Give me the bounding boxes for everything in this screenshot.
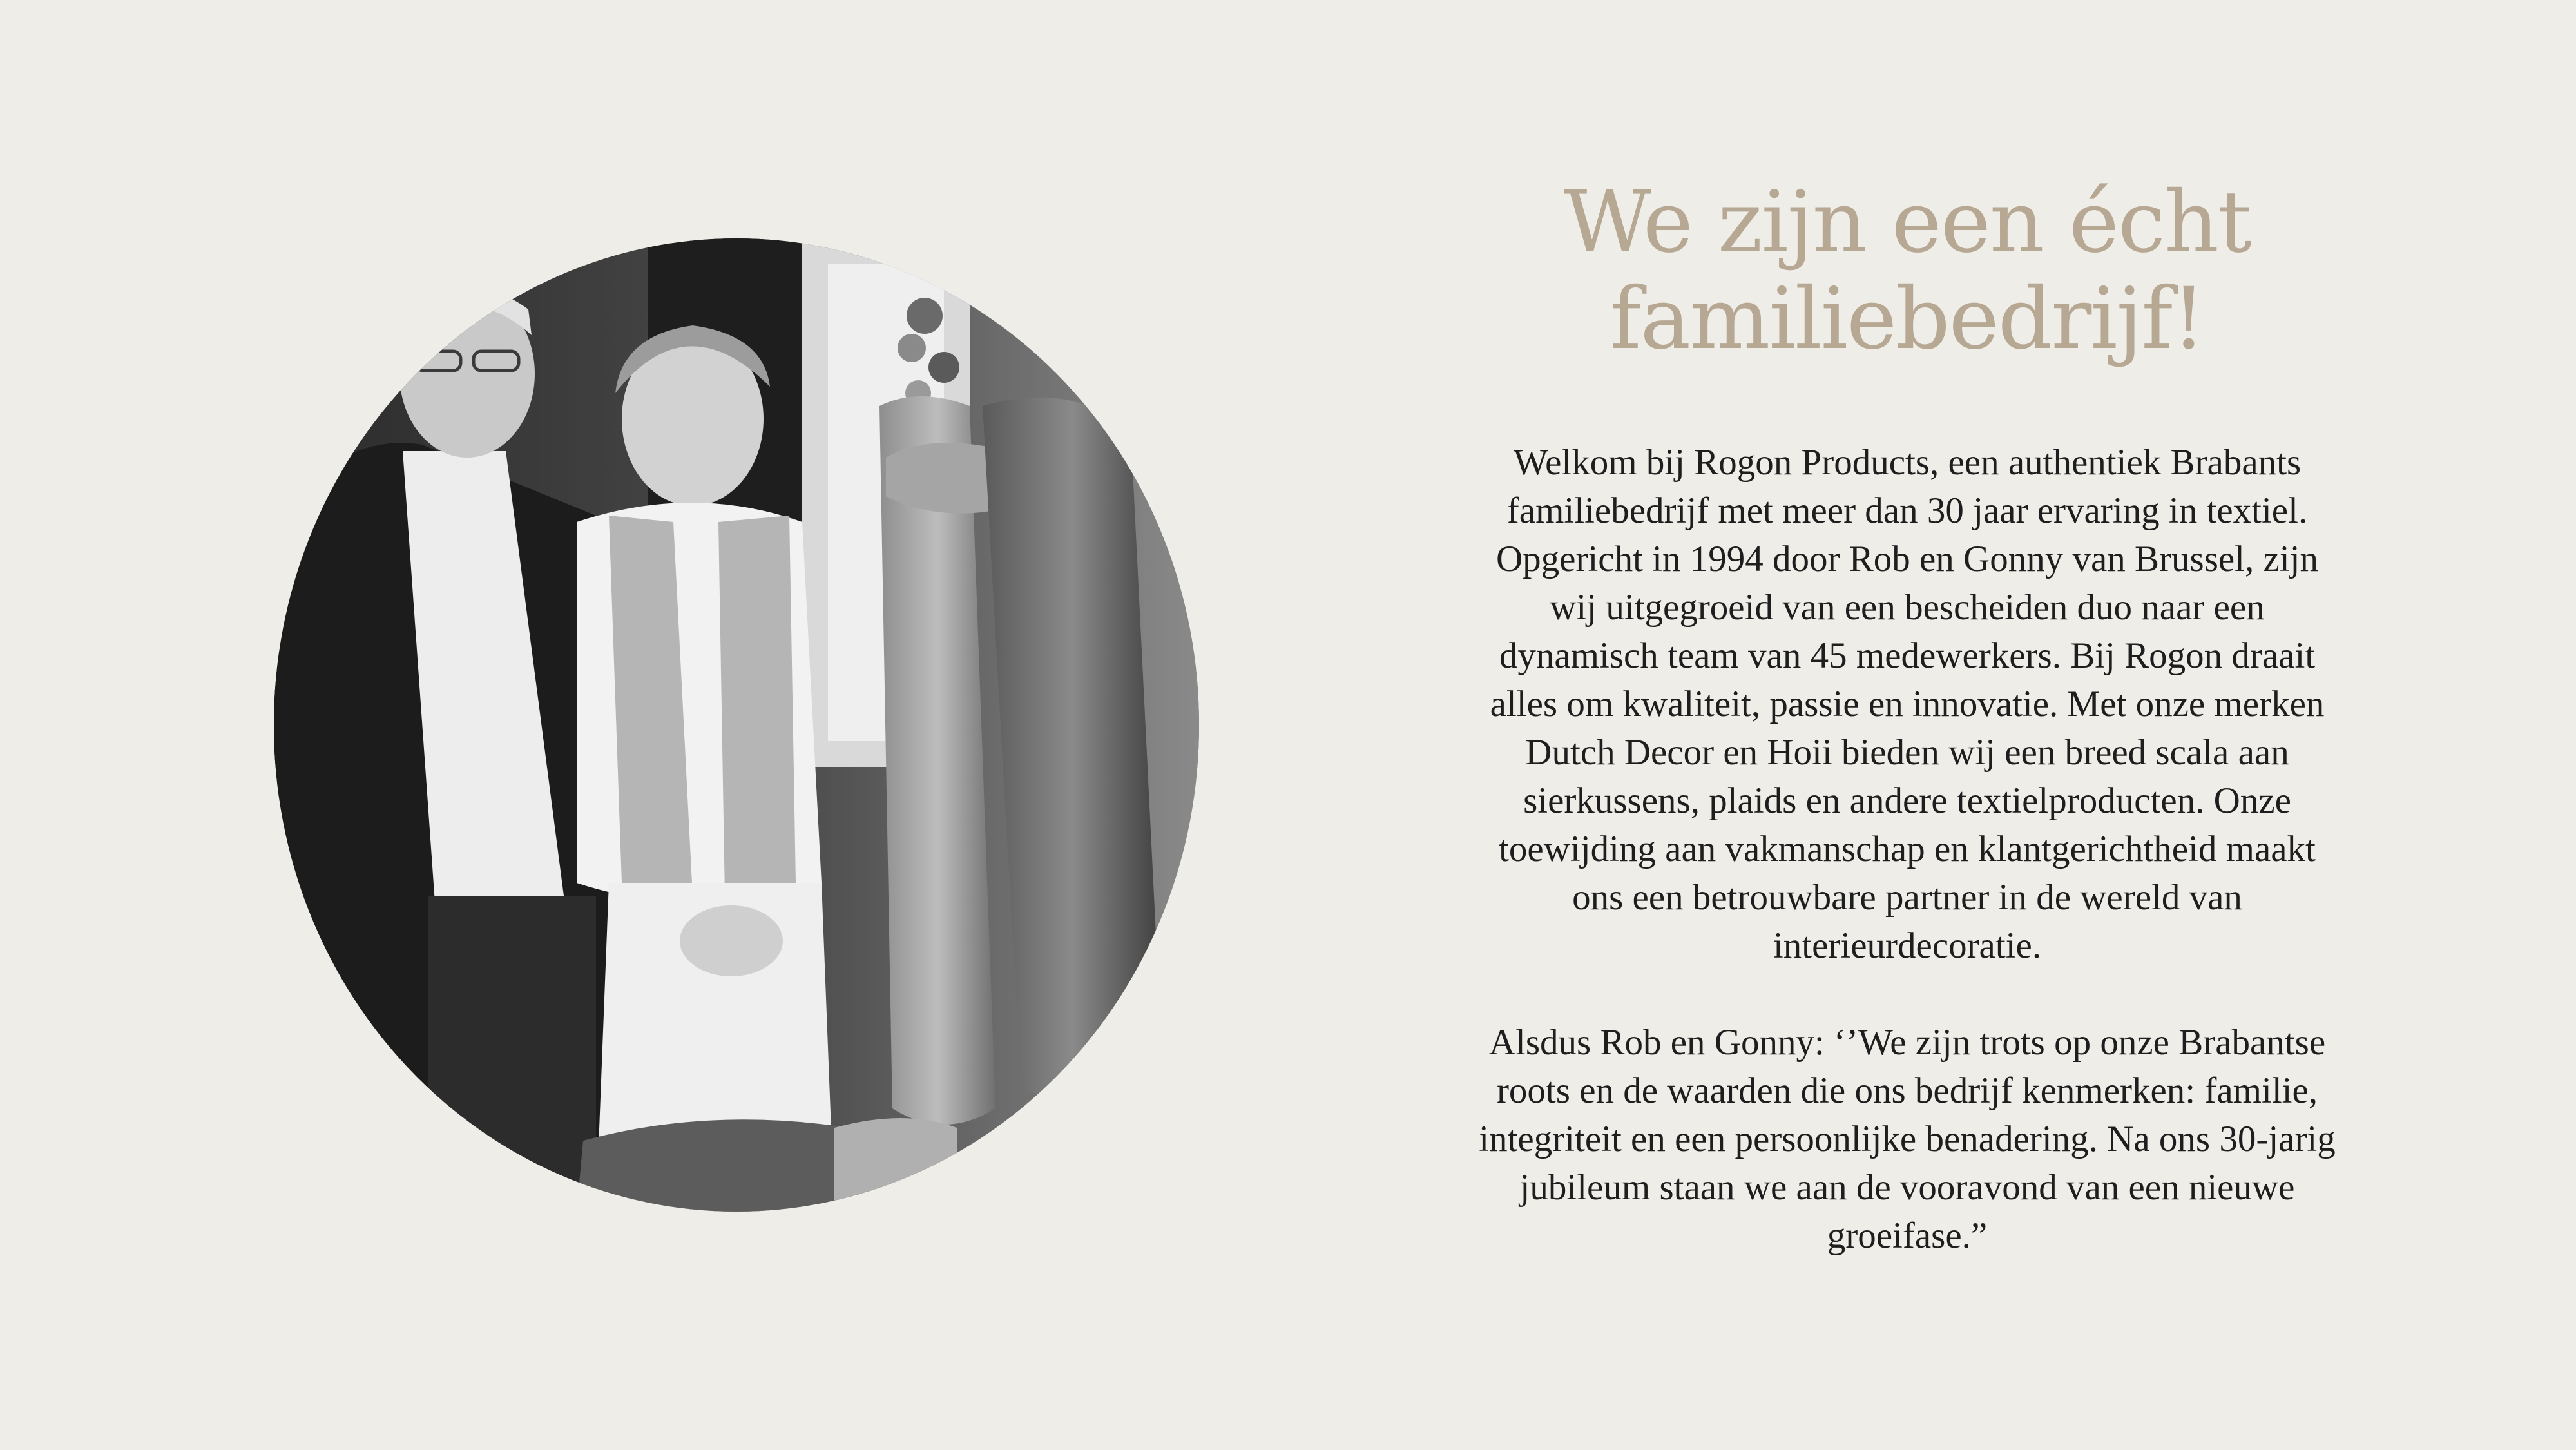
founders-photo-illustration (274, 238, 1199, 1212)
founders-photo (274, 238, 1199, 1212)
quote-paragraph: Alsdus Rob en Gonny: ‘’We zijn trots op onze Brabantse roots en de waarden die ons bedrijf kenmerken: familie, integriteit en een persoonlijke benadering. Na ons 30-jarig jubileum staan we aan de vooravond van een nieuwe groeifase.” (1479, 1022, 2336, 1256)
page-title (1385, 174, 2429, 367)
page-title-line-2: familiebedrijf! (1610, 269, 2205, 369)
intro-text (1475, 438, 2339, 1260)
page-title-line-1: We zijn een écht (1564, 173, 2251, 272)
intro-paragraph: Welkom bij Rogon Products, een authentiek Brabants familiebedrijf met meer dan 30 jaar ervaring in textiel. Opgericht in 1994 door Rob en Gonny van Brussel, zijn wij uitgegroeid van een bescheiden duo naar een dynamisch team van 45 medewerkers. Bij Rogon draait alles om kwaliteit, passie en innovatie. Met onze merken Dutch Decor en Hoii bieden wij een breed scala aan sierkussens, plaids en andere textielproducten. Onze toewijding aan vakmanschap en klantgerichtheid maakt ons een betrouwbare partner in de wereld van interieurdecoratie. (1490, 442, 2325, 966)
